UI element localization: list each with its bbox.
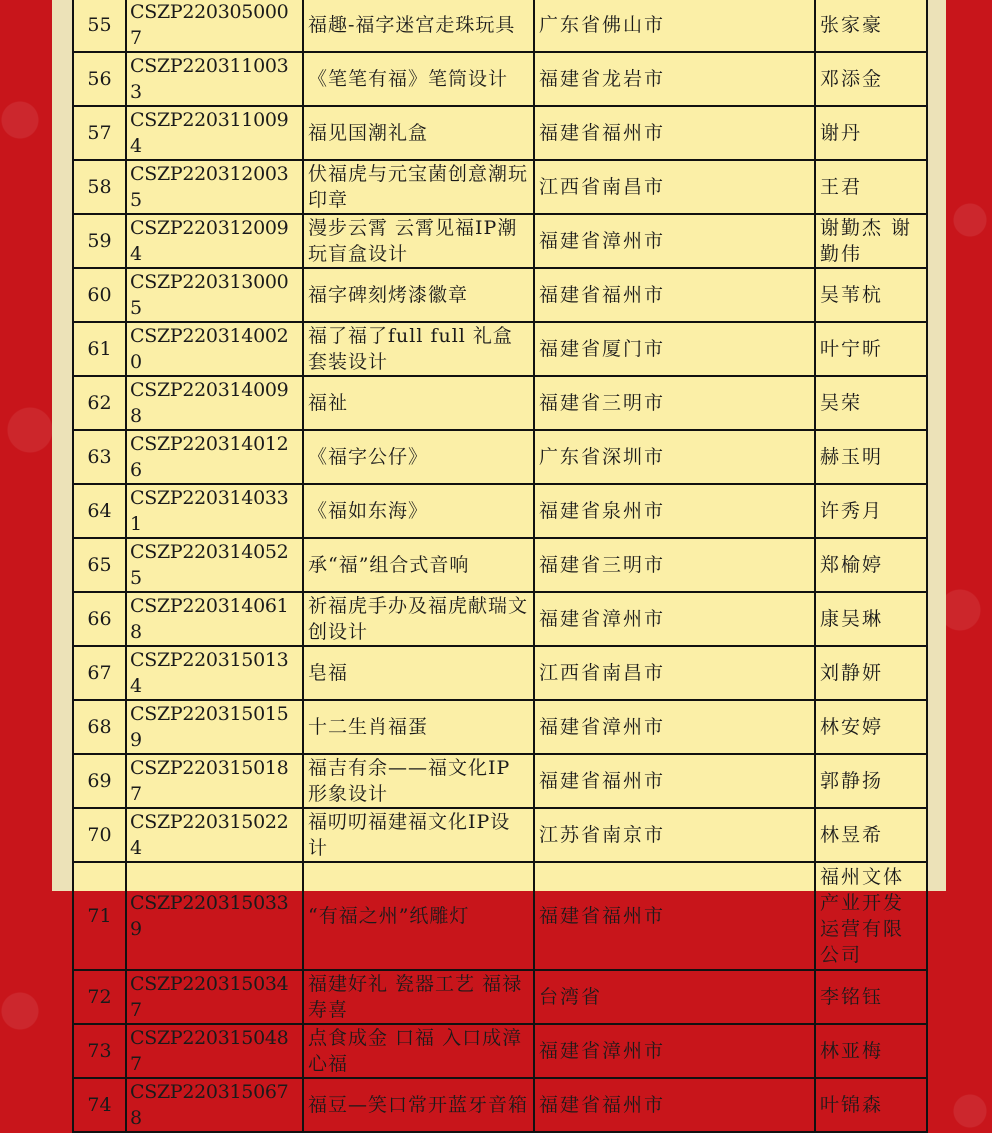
author-name: 赫玉明 [815, 430, 927, 484]
entry-code: CSZP2203120094 [126, 214, 303, 268]
table-row [73, 592, 927, 646]
row-number: 58 [73, 160, 126, 214]
author-name: 邓添金 [815, 52, 927, 106]
entry-code: CSZP2203140020 [126, 322, 303, 376]
author-name: 叶宁昕 [815, 322, 927, 376]
entry-code: CSZP2203150187 [126, 754, 303, 808]
row-number: 68 [73, 700, 126, 754]
entry-code: CSZP2203150134 [126, 646, 303, 700]
table-row [73, 862, 927, 970]
work-title: 《福如东海》 [303, 484, 534, 538]
work-title: 福字碑刻烤漆徽章 [303, 268, 534, 322]
work-title: 伏福虎与元宝菌创意潮玩印章 [303, 160, 534, 214]
entry-code: CSZP2203110094 [126, 106, 303, 160]
author-location: 福建省福州市 [534, 106, 815, 160]
table-row [73, 754, 927, 808]
work-title: 《笔笔有福》笔筒设计 [303, 52, 534, 106]
author-name: 康吴琳 [815, 592, 927, 646]
table-row [73, 538, 927, 592]
row-number: 61 [73, 322, 126, 376]
row-number: 60 [73, 268, 126, 322]
author-location: 台湾省 [534, 970, 815, 1024]
entry-code: CSZP2203150159 [126, 700, 303, 754]
frame-border-left [52, 0, 72, 891]
table-row [73, 322, 927, 376]
entry-code: CSZP2203150678 [126, 1078, 303, 1132]
author-location: 福建省漳州市 [534, 1024, 815, 1078]
author-name: 叶锦森 [815, 1078, 927, 1132]
author-name: 郑榆婷 [815, 538, 927, 592]
row-number: 74 [73, 1078, 126, 1132]
work-title: 福趣-福字迷宫走珠玩具 [303, 0, 534, 52]
author-location: 福建省泉州市 [534, 484, 815, 538]
entry-code: CSZP2203140098 [126, 376, 303, 430]
row-number: 55 [73, 0, 126, 52]
work-title: 漫步云霄 云霄见福IP潮玩盲盒设计 [303, 214, 534, 268]
author-location: 福建省福州市 [534, 268, 815, 322]
author-location: 福建省漳州市 [534, 592, 815, 646]
work-title: 皂福 [303, 646, 534, 700]
row-number: 62 [73, 376, 126, 430]
row-number: 59 [73, 214, 126, 268]
work-title: 福见国潮礼盒 [303, 106, 534, 160]
table-row [73, 106, 927, 160]
author-location: 福建省福州市 [534, 754, 815, 808]
author-name: 林亚梅 [815, 1024, 927, 1078]
frame-border-right [926, 0, 946, 891]
table-row [73, 700, 927, 754]
author-location: 福建省福州市 [534, 862, 815, 970]
entry-code: CSZP2203150224 [126, 808, 303, 862]
entry-code: CSZP2203110033 [126, 52, 303, 106]
author-location: 广东省深圳市 [534, 430, 815, 484]
author-name: 吴苇杭 [815, 268, 927, 322]
work-title: 福吉有余——福文化IP形象设计 [303, 754, 534, 808]
author-location: 福建省漳州市 [534, 700, 815, 754]
author-location: 广东省佛山市 [534, 0, 815, 52]
work-title: 十二生肖福蛋 [303, 700, 534, 754]
work-title: 福豆—笑口常开蓝牙音箱 [303, 1078, 534, 1132]
row-number: 67 [73, 646, 126, 700]
row-number: 56 [73, 52, 126, 106]
row-number: 65 [73, 538, 126, 592]
work-title: “有福之州”纸雕灯 [303, 862, 534, 970]
row-number: 72 [73, 970, 126, 1024]
entry-code: CSZP2203140126 [126, 430, 303, 484]
table-row [73, 1024, 927, 1078]
table-row [73, 430, 927, 484]
row-number: 66 [73, 592, 126, 646]
row-number: 64 [73, 484, 126, 538]
entry-code: CSZP2203050007 [126, 0, 303, 52]
table-row [73, 376, 927, 430]
author-location: 江西省南昌市 [534, 160, 815, 214]
author-location: 福建省福州市 [534, 1078, 815, 1132]
work-title: 福了福了full full 礼盒套装设计 [303, 322, 534, 376]
table-row [73, 160, 927, 214]
table-row [73, 1078, 927, 1132]
author-name: 林安婷 [815, 700, 927, 754]
row-number: 69 [73, 754, 126, 808]
author-location: 江苏省南京市 [534, 808, 815, 862]
work-title: 点食成金 口福 入口成漳 心福 [303, 1024, 534, 1078]
author-location: 福建省龙岩市 [534, 52, 815, 106]
author-name: 王君 [815, 160, 927, 214]
author-name: 福州文体产业开发运营有限公司 [815, 862, 927, 970]
author-name: 许秀月 [815, 484, 927, 538]
table-row [73, 0, 927, 52]
work-title: 祈福虎手办及福虎献瑞文创设计 [303, 592, 534, 646]
author-location: 福建省三明市 [534, 376, 815, 430]
table-row [73, 268, 927, 322]
table-row [73, 484, 927, 538]
work-title: 福叨叨福建福文化IP设计 [303, 808, 534, 862]
author-location: 江西省南昌市 [534, 646, 815, 700]
row-number: 71 [73, 862, 126, 970]
work-title: 《福字公仔》 [303, 430, 534, 484]
table-row [73, 808, 927, 862]
entry-code: CSZP2203140525 [126, 538, 303, 592]
work-title: 福祉 [303, 376, 534, 430]
table-panel [72, 0, 926, 1129]
row-number: 73 [73, 1024, 126, 1078]
row-number: 63 [73, 430, 126, 484]
entry-code: CSZP2203150487 [126, 1024, 303, 1078]
author-name: 林昱希 [815, 808, 927, 862]
author-name: 谢丹 [815, 106, 927, 160]
work-title: 福建好礼 瓷器工艺 福禄寿喜 [303, 970, 534, 1024]
author-location: 福建省三明市 [534, 538, 815, 592]
entry-code: CSZP2203140331 [126, 484, 303, 538]
author-location: 福建省厦门市 [534, 322, 815, 376]
work-title: 承“福”组合式音响 [303, 538, 534, 592]
table-row [73, 214, 927, 268]
entry-code: CSZP2203150339 [126, 862, 303, 970]
table-row [73, 970, 927, 1024]
entry-code: CSZP2203130005 [126, 268, 303, 322]
entry-code: CSZP2203120035 [126, 160, 303, 214]
entry-code: CSZP2203140618 [126, 592, 303, 646]
author-name: 谢勤杰 谢勤伟 [815, 214, 927, 268]
author-name: 郭静扬 [815, 754, 927, 808]
row-number: 70 [73, 808, 126, 862]
author-name: 李铭钰 [815, 970, 927, 1024]
results-table [72, 0, 928, 1133]
row-number: 57 [73, 106, 126, 160]
author-name: 刘静妍 [815, 646, 927, 700]
author-name: 吴荣 [815, 376, 927, 430]
author-location: 福建省漳州市 [534, 214, 815, 268]
entry-code: CSZP2203150347 [126, 970, 303, 1024]
author-name: 张家豪 [815, 0, 927, 52]
table-row [73, 52, 927, 106]
table-row [73, 646, 927, 700]
